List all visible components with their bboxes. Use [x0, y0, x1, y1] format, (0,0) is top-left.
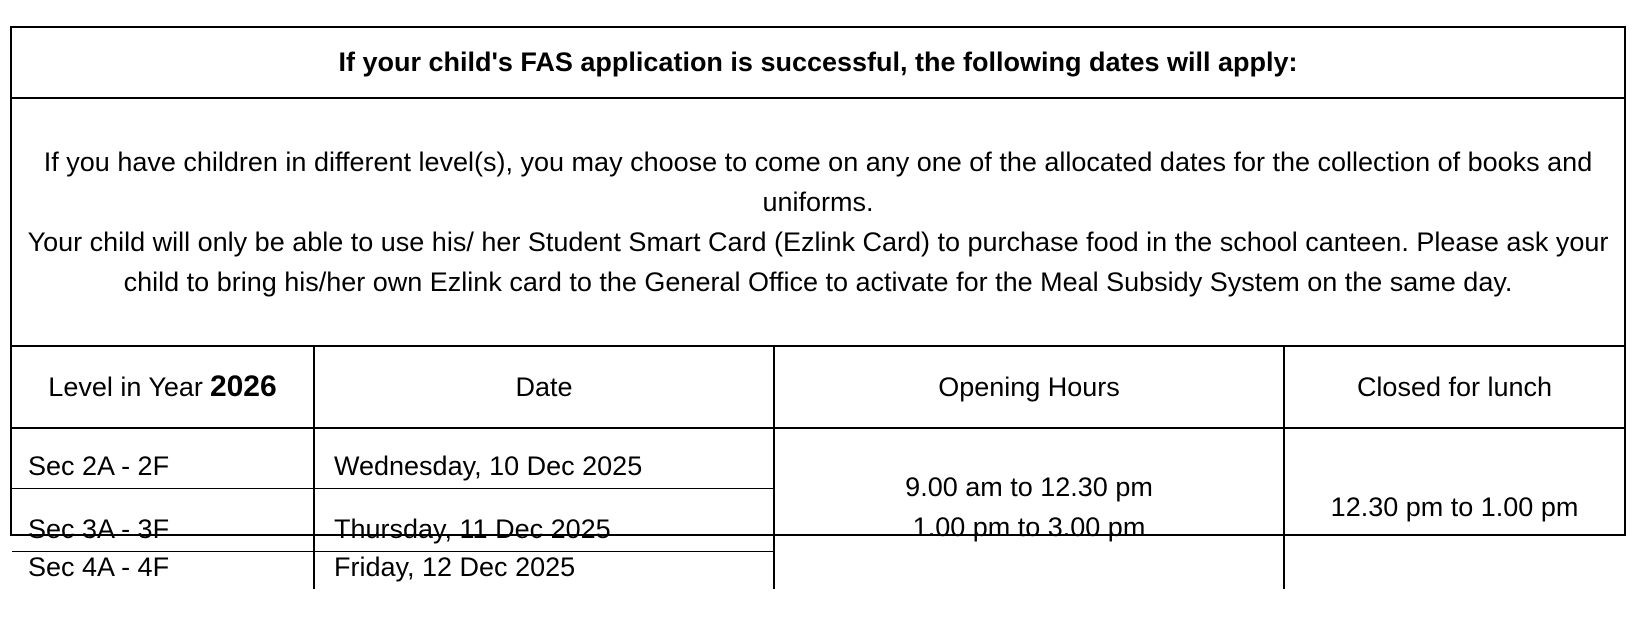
fas-notice-table [10, 26, 1626, 582]
level-cell: Sec 2A - 2F [12, 429, 315, 489]
notice-heading: If your child's FAS application is successful, the following dates will apply: [12, 28, 1624, 99]
info-line-collection: If you have children in different level(s), you may choose to come on any one of the allocated dates for the collection of books and uniforms. [43, 147, 1593, 217]
level-header-label: Level in Year [48, 371, 203, 402]
notice-info [12, 99, 1624, 347]
closed-for-lunch-cell: 12.30 pm to 1.00 pm [1330, 491, 1579, 522]
level-cell: Sec 3A - 3F [12, 489, 315, 552]
date-cell: Friday, 12 Dec 2025 [315, 552, 775, 589]
level-header-year: 2026 [209, 370, 277, 403]
column-header-date: Date [315, 347, 775, 429]
column-header-opening-hours: Opening Hours [775, 347, 1285, 429]
opening-hours-cell [775, 429, 1285, 589]
info-line-ezlink: Your child will only be able to use his/ her Student Smart Card (Ezlink Card) to purchase food in the school canteen. Please ask your child to bring his/her own Ezlink card to the General Office to activate for the Meal Subsidy System on the same day. [27, 227, 1609, 297]
opening-hours-afternoon: 1.00 pm to 3.00 pm [912, 512, 1146, 542]
opening-hours-morning: 9.00 am to 12.30 pm [905, 472, 1153, 502]
date-cell: Wednesday, 10 Dec 2025 [315, 429, 775, 489]
schedule-grid [12, 347, 1624, 582]
level-cell: Sec 4A - 4F [12, 552, 315, 589]
column-header-closed-for-lunch: Closed for lunch [1285, 347, 1624, 429]
column-header-level [12, 347, 315, 429]
date-cell: Thursday, 11 Dec 2025 [315, 489, 775, 552]
